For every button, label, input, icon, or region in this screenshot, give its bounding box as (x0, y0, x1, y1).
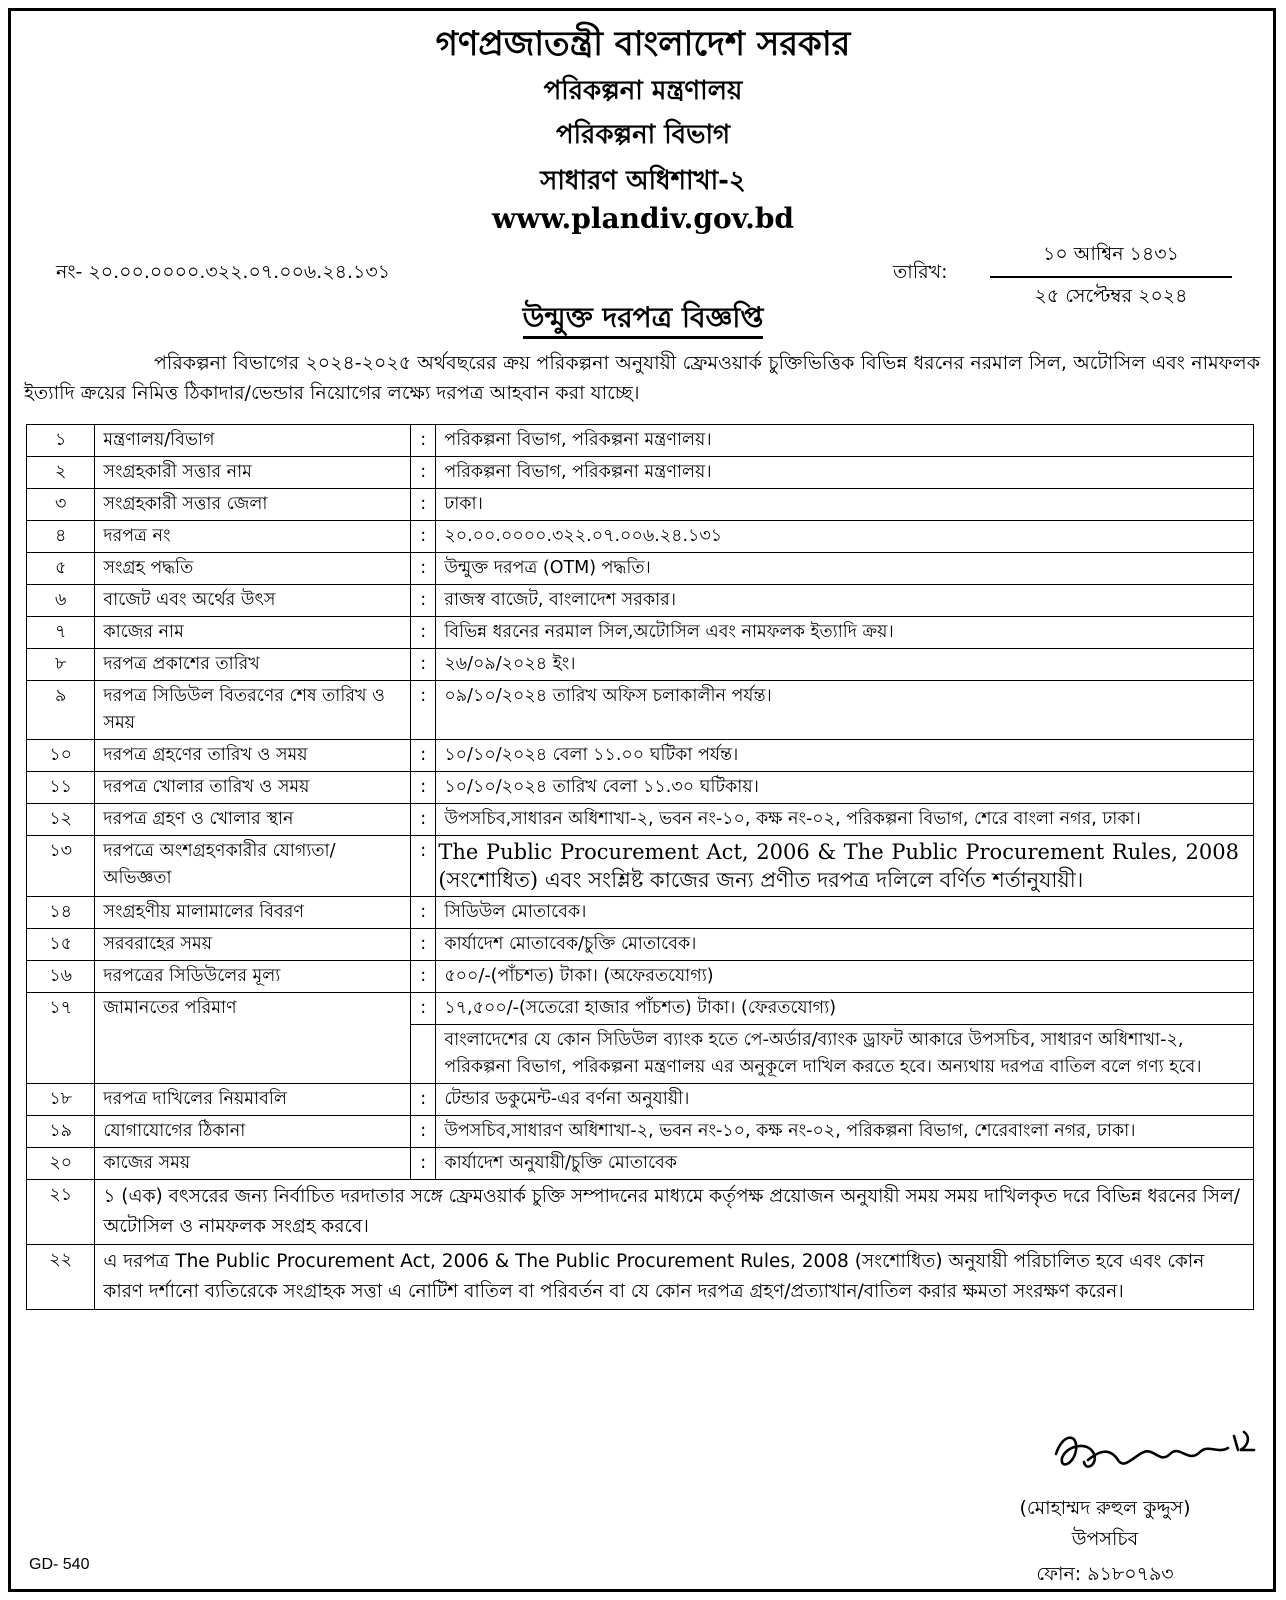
row-number: ২১ (27, 1180, 95, 1245)
row-number: ২০ (27, 1148, 95, 1180)
row-value: ২৬/০৯/২০২৪ ইং। (436, 649, 1254, 681)
row-separator: : (411, 1116, 436, 1148)
row-number: ১৬ (27, 961, 95, 993)
row-number: ১২ (27, 804, 95, 836)
date-label: তারিখ: (893, 261, 948, 283)
row-number: ১ (27, 425, 95, 457)
table-row (27, 961, 1254, 993)
row-separator: : (411, 772, 436, 804)
row-separator: : (411, 457, 436, 489)
intro-paragraph: পরিকল্পনা বিভাগের ২০২৪-২০২৫ অর্থবছরের ক্রয় পরিকল্পনা অনুযায়ী ফ্রেমওয়ার্ক চুক্তিভিত্তিক বিভিন্ন ধরনের নরমাল সিল, অটোসিল এবং নামফলক ইত্যাদি ক্রয়ের নিমিত্ত ঠিকাদার/ভেন্ডার নিয়োগের লক্ষ্যে দরপত্র আহবান করা যাচ্ছে। (24, 352, 1260, 404)
row-separator: : (411, 425, 436, 457)
row-separator-empty (411, 1025, 436, 1084)
row-separator: : (411, 617, 436, 649)
table-row (27, 649, 1254, 681)
row-label: জামানতের পরিমাণ (95, 993, 411, 1084)
row-label: দরপত্রের সিডিউলের মূল্য (95, 961, 411, 993)
date-english: ২৫ সেপ্টেম্বর ২০২৪ (1034, 285, 1188, 307)
row-number: ৩ (27, 489, 95, 521)
row-separator: : (411, 804, 436, 836)
row-full-text: এ দরপত্র The Public Procurement Act, 2006 & The Public Procurement Rules, 2008 (সংশোধিত) অনুযায়ী পরিচালিত হবে এবং কোন কারণ দর্শানো ব্যতিরেকে সংগ্রাহক সত্তা এ নোটিশ বাতিল বা পরিবর্তন বা যে কোন দরপত্র গ্রহণ/প্রত্যাখান/বাতিল করার ক্ষমতা সংরক্ষণ করেন। (95, 1245, 1254, 1310)
row-separator: : (411, 585, 436, 617)
row-value: সিডিউল মোতাবেক। (436, 897, 1254, 929)
row-number: ১৯ (27, 1116, 95, 1148)
memo-number: নং- ২০.০০.০০০০.৩২২.০৭.০০৬.২৪.১৩১ (56, 261, 391, 283)
row-separator: : (411, 961, 436, 993)
row-label: দরপত্র গ্রহণ ও খোলার স্থান (95, 804, 411, 836)
row-number: ১৭ (27, 993, 95, 1084)
row-label: দরপত্র প্রকাশের তারিখ (95, 649, 411, 681)
table-row (27, 804, 1254, 836)
table-row (27, 740, 1254, 772)
row-number: ১৮ (27, 1084, 95, 1116)
row-value: ০৯/১০/২০২৪ তারিখ অফিস চলাকালীন পর্যন্ত। (436, 681, 1254, 740)
row-label: যোগাযোগের ঠিকানা (95, 1116, 411, 1148)
row-label: সংগ্রহণীয় মালামালের বিবরণ (95, 897, 411, 929)
table-row (27, 457, 1254, 489)
row-separator: : (411, 1148, 436, 1180)
row-value: ১০/১০/২০২৪ বেলা ১১.০০ ঘটিকা পর্যন্ত। (436, 740, 1254, 772)
row-label: দরপত্র খোলার তারিখ ও সময় (95, 772, 411, 804)
row-value: The Public Procurement Act, 2006 & The Public Procurement Rules, 2008 (সংশোধিত) এবং সংশ্লিষ্ট কাজের জন্য প্রণীত দরপত্র দলিলে বর্ণিত শর্তানুযায়ী। (436, 836, 1254, 897)
row-separator: : (411, 553, 436, 585)
table-row (27, 897, 1254, 929)
table-row (27, 1245, 1254, 1310)
row-number: ১৪ (27, 897, 95, 929)
row-separator: : (411, 649, 436, 681)
table-row (27, 1084, 1254, 1116)
table-row (27, 836, 1254, 897)
table-row (27, 772, 1254, 804)
row-number: ৫ (27, 553, 95, 585)
notice-title: উন্মুক্ত দরপত্র বিজ্ঞপ্তি (523, 301, 764, 339)
row-label: দরপত্র নং (95, 521, 411, 553)
table-row (27, 929, 1254, 961)
row-label: কাজের নাম (95, 617, 411, 649)
row-separator: : (411, 929, 436, 961)
table-row (27, 553, 1254, 585)
row-value: কার্যাদেশ অনুযায়ী/চুক্তি মোতাবেক (436, 1148, 1254, 1180)
row-value: কার্যাদেশ মোতাবেক/চুক্তি মোতাবেক। (436, 929, 1254, 961)
row-value: ঢাকা। (436, 489, 1254, 521)
government-title: গণপ্রজাতন্ত্রী বাংলাদেশ সরকার (435, 24, 851, 64)
row-full-text: ১ (এক) বৎসরের জন্য নির্বাচিত দরদাতার সঙ্গে ফ্রেমওয়ার্ক চুক্তি সম্পাদনের মাধ্যমে কর্তৃপক্ষ প্রয়োজন অনুযায়ী সময় সময় দাখিলকৃত দরে বিভিন্ন ধরনের সিল/অটোসিল ও নামফলক সংগ্রহ করবে। (95, 1180, 1254, 1245)
row-label: দরপত্রে অংশগ্রহণকারীর যোগ্যতা/অভিজ্ঞতা (95, 836, 411, 897)
row-value: পরিকল্পনা বিভাগ, পরিকল্পনা মন্ত্রণালয়। (436, 425, 1254, 457)
ministry-name: পরিকল্পনা মন্ত্রণালয় (543, 76, 743, 106)
row-label: সংগ্রহকারী সত্তার নাম (95, 457, 411, 489)
table-row (27, 1116, 1254, 1148)
section-name: সাধারণ অধিশাখা-২ (540, 166, 746, 196)
row-value-note: বাংলাদেশের যে কোন সিডিউল ব্যাংক হতে পে-অর্ডার/ব্যাংক ড্রাফট আকারে উপসচিব, সাধারণ অধিশাখা-২, পরিকল্পনা বিভাগ, পরিকল্পনা মন্ত্রণালয় এর অনুকূলে দাখিল করতে হবে। অন্যথায় দরপত্র বাতিল বলে গণ্য হবে। (436, 1025, 1254, 1084)
row-separator: : (411, 740, 436, 772)
row-value: বিভিন্ন ধরনের নরমাল সিল,অটোসিল এবং নামফলক ইত্যাদি ক্রয়। (436, 617, 1254, 649)
row-value: ১০/১০/২০২৪ তারিখ বেলা ১১.৩০ ঘটিকায়। (436, 772, 1254, 804)
row-separator: : (411, 1084, 436, 1116)
division-name: পরিকল্পনা বিভাগ (555, 120, 731, 150)
date-bangla: ১০ আশ্বিন ১৪৩১ (990, 238, 1232, 278)
row-label: দরপত্র গ্রহণের তারিখ ও সময় (95, 740, 411, 772)
row-number: ৭ (27, 617, 95, 649)
row-label: সংগ্রহ পদ্ধতি (95, 553, 411, 585)
form-code: GD- 540 (29, 1556, 90, 1573)
row-number: ১৩ (27, 836, 95, 897)
row-number: ৬ (27, 585, 95, 617)
notice-title-block (0, 296, 1286, 343)
row-label: দরপত্র সিডিউল বিতরণের শেষ তারিখ ও সময় (95, 681, 411, 740)
row-separator: : (411, 836, 436, 897)
table-row (27, 617, 1254, 649)
row-label: কাজের সময় (95, 1148, 411, 1180)
row-value: উপসচিব,সাধারণ অধিশাখা-২, ভবন নং-১০, কক্ষ নং-০২, পরিকল্পনা বিভাগ, শেরেবাংলা নগর, ঢাকা। (436, 1116, 1254, 1148)
row-label: বাজেট এবং অর্থের উৎস (95, 585, 411, 617)
row-label: দরপত্র দাখিলের নিয়মাবলি (95, 1084, 411, 1116)
row-number: ৯ (27, 681, 95, 740)
row-value: ১৭,৫০০/-(সতেরো হাজার পাঁচশত) টাকা। (ফেরতযোগ্য) (436, 993, 1254, 1025)
signatory-phone: ফোন: ৯১৮০৭৯৩ (1036, 1563, 1174, 1585)
row-number: ৮ (27, 649, 95, 681)
row-value: রাজস্ব বাজেট, বাংলাদেশ সরকার। (436, 585, 1254, 617)
row-separator: : (411, 681, 436, 740)
row-value: ২০.০০.০০০০.৩২২.০৭.০০৬.২৪.১৩১ (436, 521, 1254, 553)
table-row (27, 1148, 1254, 1180)
website-url: www.plandiv.gov.bd (492, 202, 794, 235)
row-value: উন্মুক্ত দরপত্র (OTM) পদ্ধতি। (436, 553, 1254, 585)
row-number: ১১ (27, 772, 95, 804)
table-row (27, 521, 1254, 553)
row-number: ২ (27, 457, 95, 489)
table-row (27, 1180, 1254, 1245)
table-row (27, 681, 1254, 740)
row-label: সংগ্রহকারী সত্তার জেলা (95, 489, 411, 521)
row-number: ২২ (27, 1245, 95, 1310)
signatory-designation: উপসচিব (1071, 1528, 1139, 1550)
row-number: ৪ (27, 521, 95, 553)
row-number: ১৫ (27, 929, 95, 961)
row-separator: : (411, 489, 436, 521)
row-separator: : (411, 993, 436, 1025)
table-row (27, 425, 1254, 457)
row-label: মন্ত্রণালয়/বিভাগ (95, 425, 411, 457)
tender-details-table (26, 424, 1254, 1310)
row-value: পরিকল্পনা বিভাগ, পরিকল্পনা মন্ত্রণালয়। (436, 457, 1254, 489)
handwritten-signature (1048, 1420, 1258, 1478)
row-separator: : (411, 521, 436, 553)
table-row (27, 993, 1254, 1025)
table-row (27, 489, 1254, 521)
row-value: টেন্ডার ডকুমেন্ট-এর বর্ণনা অনুযায়ী। (436, 1084, 1254, 1116)
row-number: ১০ (27, 740, 95, 772)
table-row (27, 585, 1254, 617)
row-separator: : (411, 897, 436, 929)
row-value: উপসচিব,সাধারন অধিশাখা-২, ভবন নং-১০, কক্ষ নং-০২, পরিকল্পনা বিভাগ, শেরে বাংলা নগর, ঢাকা। (436, 804, 1254, 836)
signatory-name: (মোহাম্মদ রুহুল কুদ্দুস) (1019, 1497, 1191, 1519)
row-label: সরবরাহের সময় (95, 929, 411, 961)
row-value: ৫০০/-(পাঁচশত) টাকা। (অফেরতযোগ্য) (436, 961, 1254, 993)
